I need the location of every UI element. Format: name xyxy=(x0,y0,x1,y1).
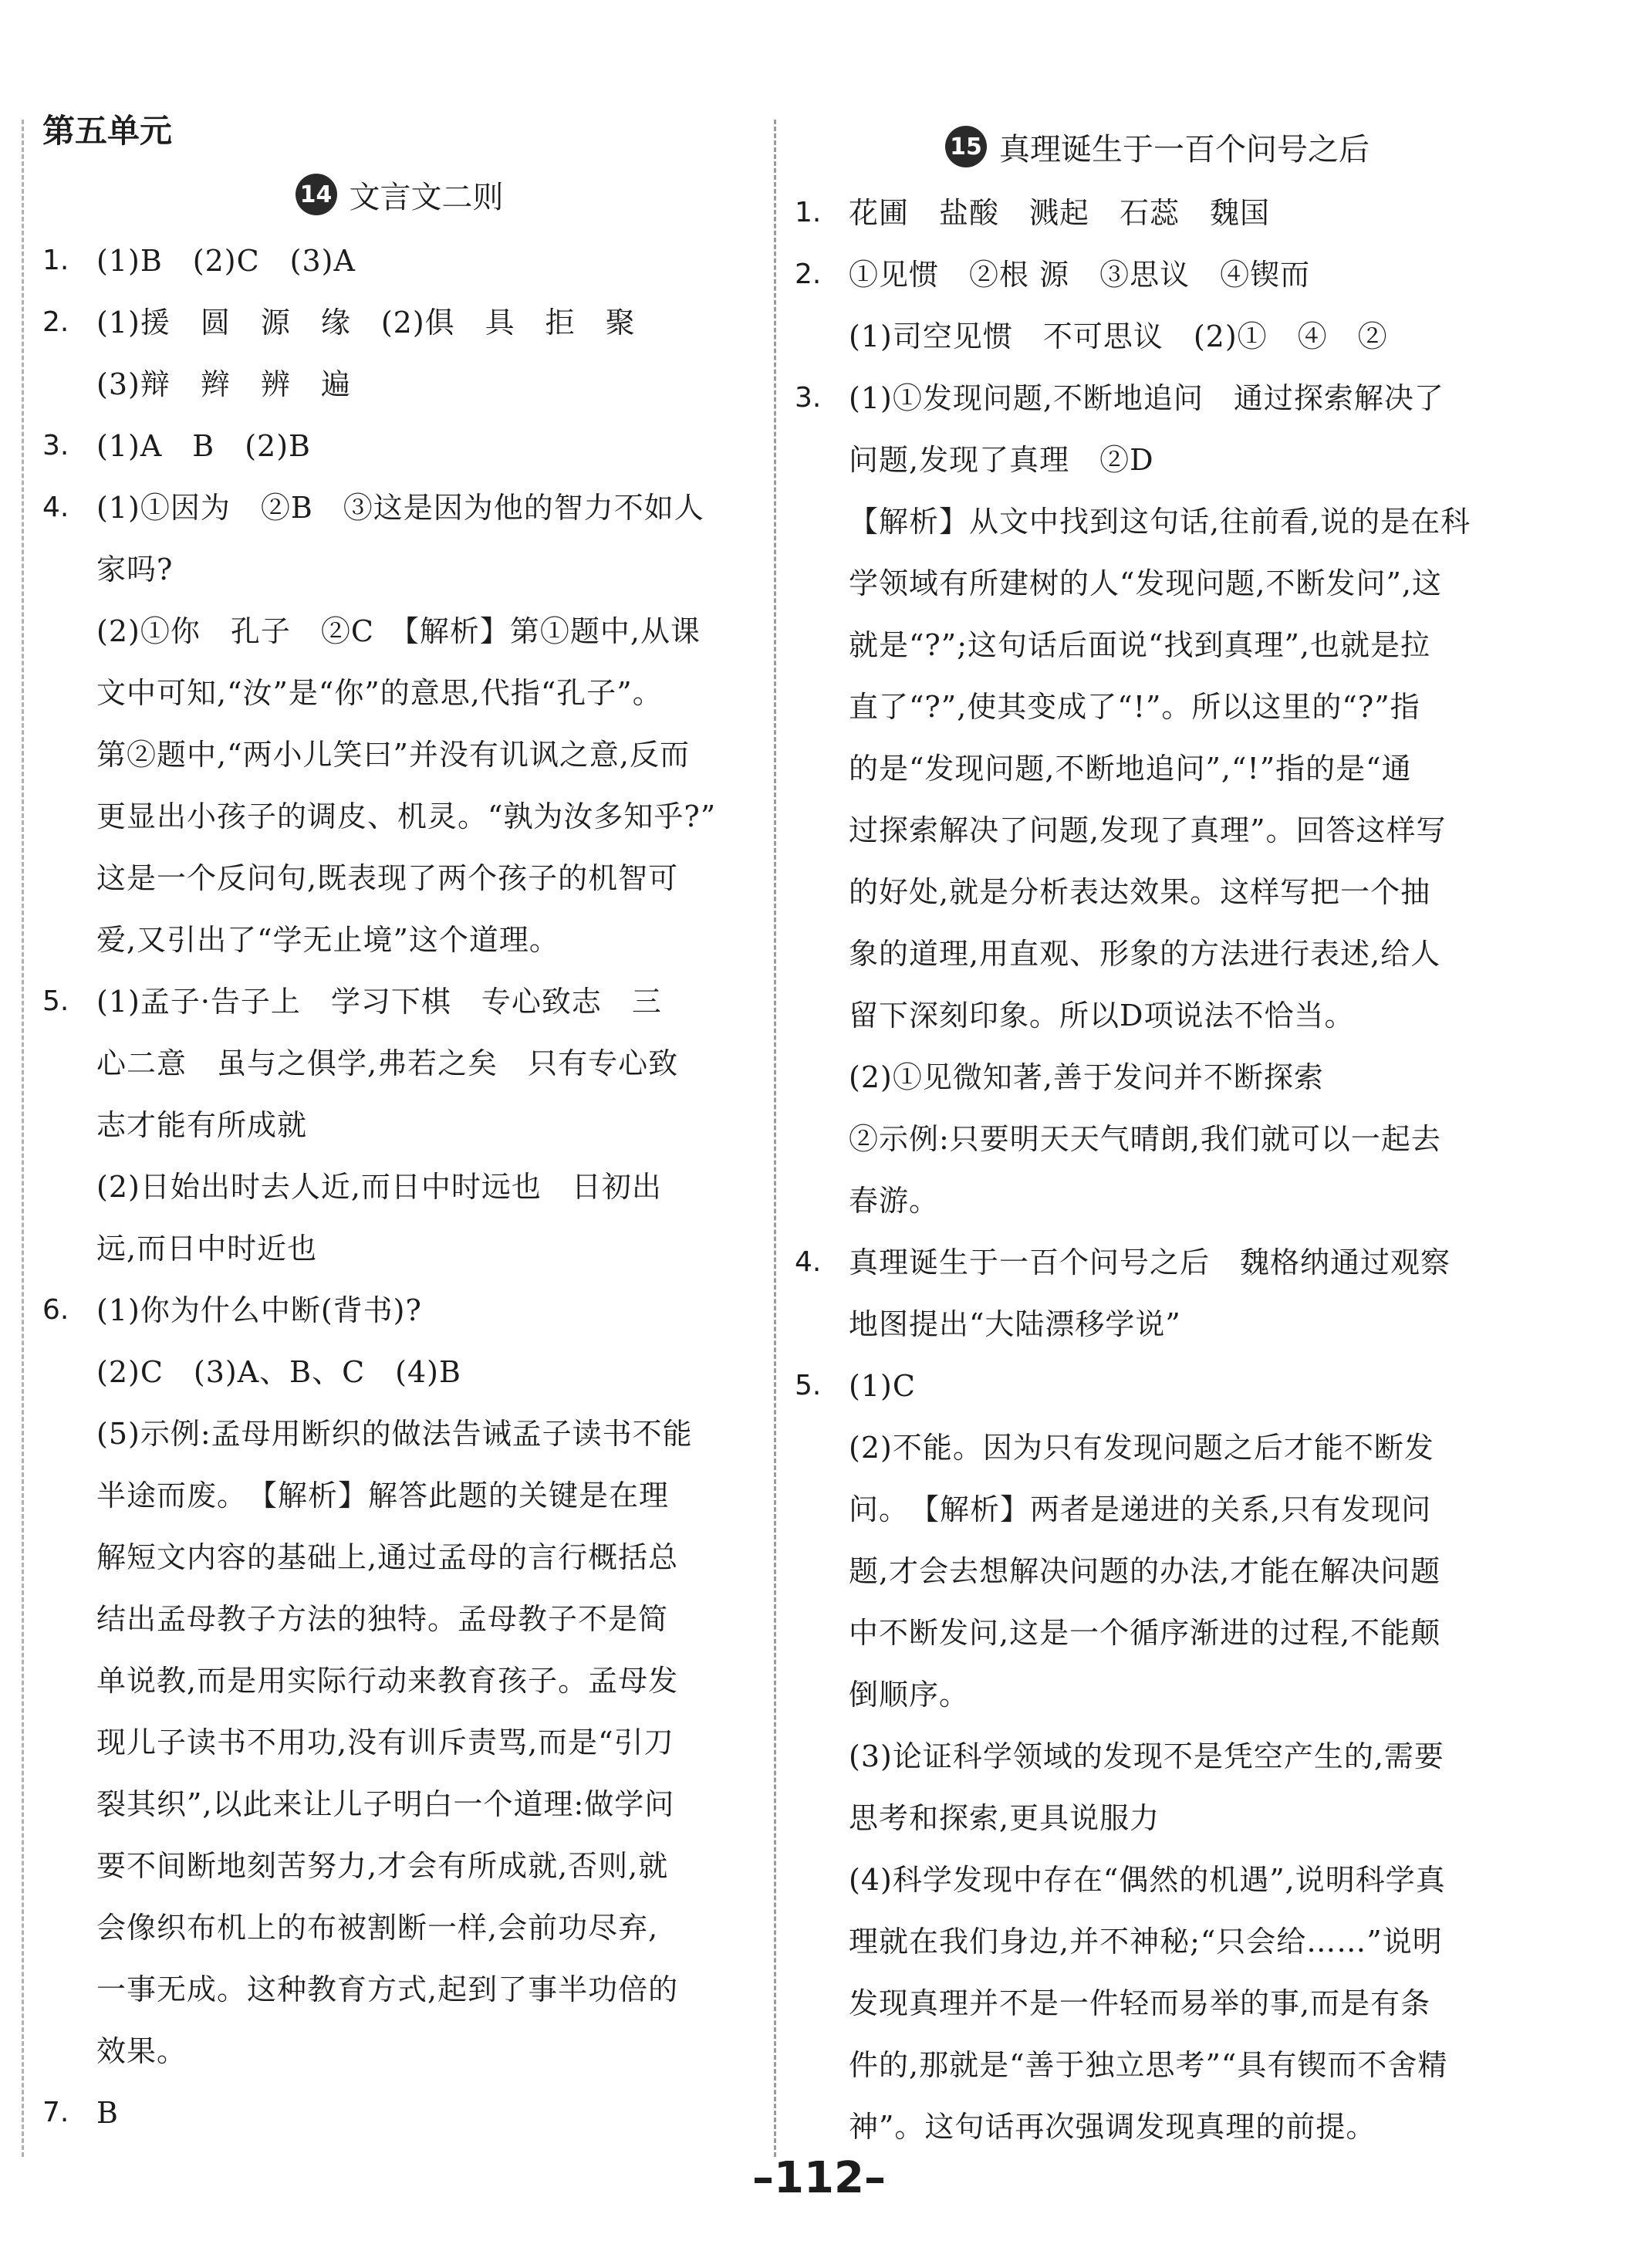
question-number: 3. xyxy=(42,430,69,461)
lesson-14-title xyxy=(42,164,756,225)
answer-line: 裂其织”,以此来让儿子明白一个道理:做学问 xyxy=(96,1787,675,1821)
answer-line: 要不间断地刻苦努力,才会有所成就,否则,就 xyxy=(96,1849,669,1883)
question-item xyxy=(42,415,756,477)
answer-line: 春游。 xyxy=(849,1184,940,1218)
answer-line: (1)孟子·告子上 学习下棋 专心致志 三 xyxy=(96,985,662,1019)
answer-text xyxy=(96,230,756,292)
right-column xyxy=(795,108,1520,2158)
answer-line: 家吗? xyxy=(96,553,174,586)
answer-line: (2)不能。因为只有发现问题之后才能不断发 xyxy=(849,1431,1434,1465)
question-item xyxy=(795,1232,1520,1355)
answer-line: (3)论证科学领域的发现不是凭空产生的,需要 xyxy=(849,1739,1444,1773)
lesson-number-badge: 15 xyxy=(945,126,987,167)
question-number: 2. xyxy=(795,259,822,290)
answer-line: 学领域有所建树的人“发现问题,不断发问”,这 xyxy=(849,566,1443,600)
answer-line: 单说教,而是用实际行动来教育孩子。孟母发 xyxy=(96,1664,679,1698)
answer-line: (1)援 圆 源 缘 (2)俱 具 拒 聚 xyxy=(96,306,636,340)
answer-line: 的好处,就是分析表达效果。这样写把一个抽 xyxy=(849,875,1431,909)
answer-text xyxy=(849,244,1520,367)
answer-text xyxy=(849,1232,1520,1355)
question-item xyxy=(42,292,756,415)
question-item xyxy=(795,1355,1520,2158)
answer-line: 象的道理,用直观、形象的方法进行表述,给人 xyxy=(849,937,1441,971)
answer-text xyxy=(96,292,756,415)
answer-line: 这是一个反问句,既表现了两个孩子的机智可 xyxy=(96,861,679,895)
answer-line: 一事无成。这种教育方式,起到了事半功倍的 xyxy=(96,1972,679,2006)
answer-line: ①见惯 ②根 源 ③思议 ④锲而 xyxy=(849,258,1311,292)
answer-line: 倒顺序。 xyxy=(849,1678,970,1712)
question-item xyxy=(42,1279,756,2082)
answer-line: 第②题中,“两小儿笑曰”并没有讥讽之意,反而 xyxy=(96,738,691,772)
lesson-title-text: 真理诞生于一百个问号之后 xyxy=(999,131,1370,167)
lesson-number-badge: 14 xyxy=(296,174,337,215)
question-item xyxy=(42,477,756,971)
answer-line: B xyxy=(96,2096,119,2130)
lesson-title-text: 文言文二则 xyxy=(349,179,504,215)
answer-line: 问题,发现了真理 ②D xyxy=(849,443,1154,477)
answer-line: 神”。这句话再次强调发现真理的前提。 xyxy=(849,2110,1376,2144)
answer-line: 发现真理并不是一件轻而易举的事,而是有条 xyxy=(849,1986,1431,2020)
answer-line: ②示例:只要明天天气晴朗,我们就可以一起去 xyxy=(849,1122,1441,1156)
answer-line: 真理诞生于一百个问号之后 魏格纳通过观察 xyxy=(849,1246,1451,1279)
answer-line: 爱,又引出了“学无止境”这个道理。 xyxy=(96,923,559,957)
answer-line: 就是“?”;这句话后面说“找到真理”,也就是拉 xyxy=(849,628,1430,662)
question-number: 2. xyxy=(42,306,69,338)
question-number: 3. xyxy=(795,382,822,414)
answer-line: 远,而日中时近也 xyxy=(96,1232,318,1266)
answer-line: 件的,那就是“善于独立思考”“具有锲而不舍精 xyxy=(849,2048,1448,2082)
answer-line: (1)①因为 ②B ③这是因为他的智力不如人 xyxy=(96,491,704,525)
answer-line: (2)日始出时去人近,而日中时远也 日初出 xyxy=(96,1170,662,1204)
question-item xyxy=(42,2082,756,2144)
column-divider xyxy=(774,120,776,2157)
answer-line: 中不断发问,这是一个循序渐进的过程,不能颠 xyxy=(849,1616,1441,1650)
answer-line: (1)司空见惯 不可思议 (2)① ④ ② xyxy=(849,319,1388,353)
answer-text xyxy=(96,1279,756,2082)
left-items xyxy=(42,230,756,2144)
question-item xyxy=(42,230,756,292)
answer-text xyxy=(849,1355,1520,2158)
answer-line: 志才能有所成就 xyxy=(96,1108,308,1142)
answer-line: (4)科学发现中存在“偶然的机遇”,说明科学真 xyxy=(849,1863,1446,1897)
answer-line: (2)①你 孔子 ②C 【解析】第①题中,从课 xyxy=(96,614,701,648)
answer-line: 会像织布机上的布被割断一样,会前功尽弃, xyxy=(96,1911,659,1945)
answer-line: 解短文内容的基础上,通过孟母的言行概括总 xyxy=(96,1540,679,1574)
answer-line: 心二意 虽与之俱学,弗若之矣 只有专心致 xyxy=(96,1046,679,1080)
question-item xyxy=(795,244,1520,367)
answer-text xyxy=(96,415,756,477)
answer-line: 花圃 盐酸 溅起 石蕊 魏国 xyxy=(849,196,1271,230)
right-items xyxy=(795,182,1520,2158)
question-number: 7. xyxy=(42,2097,69,2128)
answer-text xyxy=(96,2082,756,2144)
answer-line: (2)C (3)A、B、C (4)B xyxy=(96,1355,461,1389)
answer-text xyxy=(96,971,756,1279)
answer-line: 题,才会去想解决问题的办法,才能在解决问题 xyxy=(849,1554,1441,1588)
answer-text xyxy=(96,477,756,971)
answer-line: (1)①发现问题,不断地追问 通过探索解决了 xyxy=(849,381,1444,415)
answer-line: 结出孟母教子方法的独特。孟母教子不是简 xyxy=(96,1602,669,1636)
left-column xyxy=(42,108,756,2144)
answer-line: 半途而废。 【解析】解答此题的关键是在理 xyxy=(96,1479,670,1513)
answer-line: 【解析】从文中找到这句话,往前看,说的是在科 xyxy=(849,505,1471,539)
question-number: 5. xyxy=(42,985,69,1017)
question-number: 1. xyxy=(795,197,822,228)
lesson-15-title xyxy=(795,116,1520,177)
answer-line: (1)你为什么中断(背书)? xyxy=(96,1293,422,1327)
question-number: 4. xyxy=(42,492,69,523)
answer-line: 的是“发现问题,不断地追问”,“!”指的是“通 xyxy=(849,752,1412,786)
binding-edge-line xyxy=(22,120,24,2157)
answer-line: 直了“?”,使其变成了“!”。所以这里的“?”指 xyxy=(849,690,1420,724)
question-number: 6. xyxy=(42,1294,69,1326)
page-number: –112– xyxy=(752,2153,886,2203)
answer-line: 问。 【解析】两者是递进的关系,只有发现问 xyxy=(849,1492,1432,1526)
answer-line: (1)B (2)C (3)A xyxy=(96,244,356,278)
answer-line: (2)①见微知著,善于发问并不断探索 xyxy=(849,1060,1324,1094)
answer-line: 理就在我们身边,并不神秘;“只会给……”说明 xyxy=(849,1925,1443,1959)
question-number: 4. xyxy=(795,1246,822,1278)
question-item xyxy=(42,971,756,1279)
answer-line: 效果。 xyxy=(96,2034,187,2068)
answer-line: (5)示例:孟母用断织的做法告诫孟子读书不能 xyxy=(96,1417,693,1451)
question-item xyxy=(795,182,1520,244)
answer-line: 现儿子读书不用功,没有训斥责骂,而是“引刀 xyxy=(96,1726,674,1759)
answer-line: 留下深刻印象。所以D项说法不恰当。 xyxy=(849,999,1355,1033)
question-number: 1. xyxy=(42,245,69,276)
answer-line: (3)辩 辫 辨 遍 xyxy=(96,367,351,401)
answer-text xyxy=(849,182,1520,244)
answer-text xyxy=(849,367,1520,1232)
question-number: 5. xyxy=(795,1370,822,1401)
answer-line: 过探索解决了问题,发现了真理”。回答这样写 xyxy=(849,813,1447,847)
answer-line: 思考和探索,更具说服力 xyxy=(849,1801,1160,1835)
unit-title: 第五单元 xyxy=(42,112,173,150)
answer-line: 更显出小孩子的调皮、机灵。“孰为汝多知乎?” xyxy=(96,799,717,833)
answer-line: 地图提出“大陆漂移学说” xyxy=(849,1307,1181,1341)
answer-line: (1)A B (2)B xyxy=(96,429,311,463)
question-item xyxy=(795,367,1520,1232)
answer-line: (1)C xyxy=(849,1369,916,1403)
answer-line: 文中可知,“汝”是“你”的意思,代指“孔子”。 xyxy=(96,676,663,710)
